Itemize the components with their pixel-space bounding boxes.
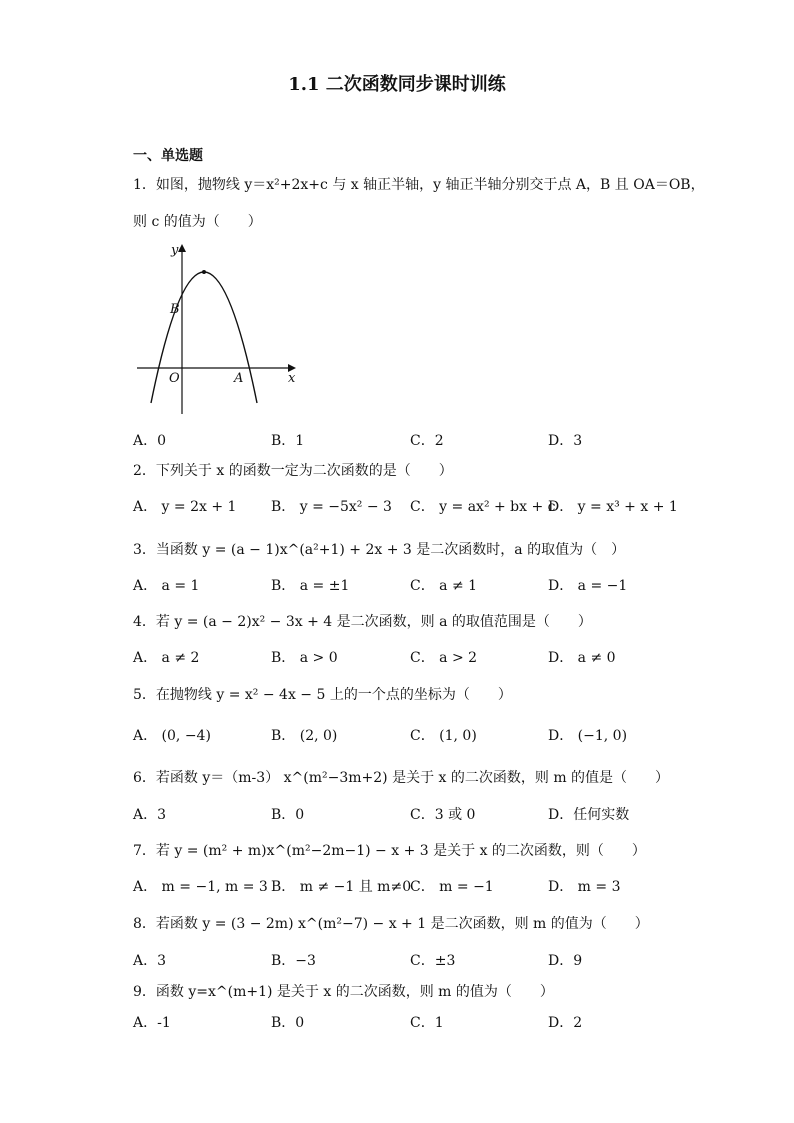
q4-option-d[interactable]: D． a ≠ 0 bbox=[548, 650, 616, 666]
question-1-stem-line1: 1．如图，抛物线 y＝x²+2x+c 与 x 轴正半轴，y 轴正半轴分别交于点 A，B 且 OA＝OB， bbox=[133, 177, 705, 193]
q1-option-b[interactable]: B．1 bbox=[271, 433, 305, 449]
q7-option-a[interactable]: A． m = −1, m = 3 bbox=[133, 879, 268, 895]
q6-option-a[interactable]: A．3 bbox=[133, 807, 167, 823]
y-axis bbox=[178, 244, 186, 414]
vertex-point bbox=[202, 270, 206, 274]
question-5-stem: 5．在抛物线 y = x² − 4x − 5 上的一个点的坐标为（ ） bbox=[133, 687, 512, 703]
q7-option-d[interactable]: D． m = 3 bbox=[548, 879, 621, 895]
question-3-stem: 3．当函数 y = (a − 1)x^(a²+1) + 2x + 3 是二次函数时，a 的取值为（ ） bbox=[133, 542, 626, 558]
page-title: 1.1 二次函数同步课时训练 bbox=[288, 74, 506, 95]
q6-option-c[interactable]: C．3 或 0 bbox=[410, 807, 476, 823]
q3-option-b[interactable]: B． a = ±1 bbox=[271, 578, 350, 594]
q8-option-b[interactable]: B．−3 bbox=[271, 953, 316, 969]
q5-option-b[interactable]: B． (2, 0) bbox=[271, 728, 338, 744]
q2-option-d[interactable]: D． y = x³ + x + 1 bbox=[548, 499, 678, 515]
q2-option-b[interactable]: B． y = −5x² − 3 bbox=[271, 499, 392, 515]
x-axis bbox=[137, 364, 296, 372]
parabola-figure bbox=[133, 240, 313, 420]
q3-option-d[interactable]: D． a = −1 bbox=[548, 578, 628, 594]
x-axis-label: x bbox=[288, 371, 296, 386]
q2-option-a[interactable]: A． y = 2x + 1 bbox=[133, 499, 237, 515]
question-1-stem-line2: 则 c 的值为（ ） bbox=[133, 214, 262, 230]
q6-option-d[interactable]: D．任何实数 bbox=[548, 807, 630, 823]
question-4-stem: 4．若 y = (a − 2)x² − 3x + 4 是二次函数，则 a 的取值范围是（ ） bbox=[133, 614, 592, 630]
q3-option-a[interactable]: A． a = 1 bbox=[133, 578, 200, 594]
q9-option-c[interactable]: C．1 bbox=[410, 1015, 444, 1031]
question-6-stem: 6．若函数 y＝（m-3） x^(m²−3m+2) 是关于 x 的二次函数，则 m 的值是（ ） bbox=[133, 770, 670, 786]
question-7-stem: 7．若 y = (m² + m)x^(m²−2m−1) − x + 3 是关于 x 的二次函数，则（ ） bbox=[133, 843, 646, 859]
q1-option-d[interactable]: D．3 bbox=[548, 433, 583, 449]
question-8-stem: 8．若函数 y = (3 − 2m) x^(m²−7) − x + 1 是二次函数，则 m 的值为（ ） bbox=[133, 916, 649, 932]
q9-option-d[interactable]: D．2 bbox=[548, 1015, 583, 1031]
q9-option-a[interactable]: A．-1 bbox=[133, 1015, 171, 1031]
q5-option-d[interactable]: D． (−1, 0) bbox=[548, 728, 628, 744]
q4-option-b[interactable]: B． a > 0 bbox=[271, 650, 338, 666]
y-axis-label: y bbox=[171, 243, 179, 258]
q3-option-c[interactable]: C． a ≠ 1 bbox=[410, 578, 478, 594]
q8-option-d[interactable]: D．9 bbox=[548, 953, 583, 969]
q8-option-a[interactable]: A．3 bbox=[133, 953, 167, 969]
point-a-label: A bbox=[234, 371, 244, 386]
q6-option-b[interactable]: B．0 bbox=[271, 807, 305, 823]
question-2-stem: 2．下列关于 x 的函数一定为二次函数的是（ ） bbox=[133, 463, 453, 479]
q4-option-a[interactable]: A． a ≠ 2 bbox=[133, 650, 200, 666]
q8-option-c[interactable]: C．±3 bbox=[410, 953, 456, 969]
q2-option-c[interactable]: C． y = ax² + bx + c bbox=[410, 499, 556, 515]
q1-option-a[interactable]: A．0 bbox=[133, 433, 167, 449]
q7-option-c[interactable]: C． m = −1 bbox=[410, 879, 494, 895]
point-b-label: B bbox=[170, 302, 180, 317]
q5-option-c[interactable]: C． (1, 0) bbox=[410, 728, 477, 744]
origin-label: O bbox=[169, 371, 180, 386]
q5-option-a[interactable]: A． (0, −4) bbox=[133, 728, 211, 744]
section-heading: 一、单选题 bbox=[133, 148, 203, 164]
q1-option-c[interactable]: C．2 bbox=[410, 433, 444, 449]
q7-option-b[interactable]: B． m ≠ −1 且 m≠0 bbox=[271, 879, 412, 895]
q9-option-b[interactable]: B．0 bbox=[271, 1015, 305, 1031]
question-9-stem: 9．函数 y=x^(m+1) 是关于 x 的二次函数，则 m 的值为（ ） bbox=[133, 984, 554, 1000]
q4-option-c[interactable]: C． a > 2 bbox=[410, 650, 478, 666]
